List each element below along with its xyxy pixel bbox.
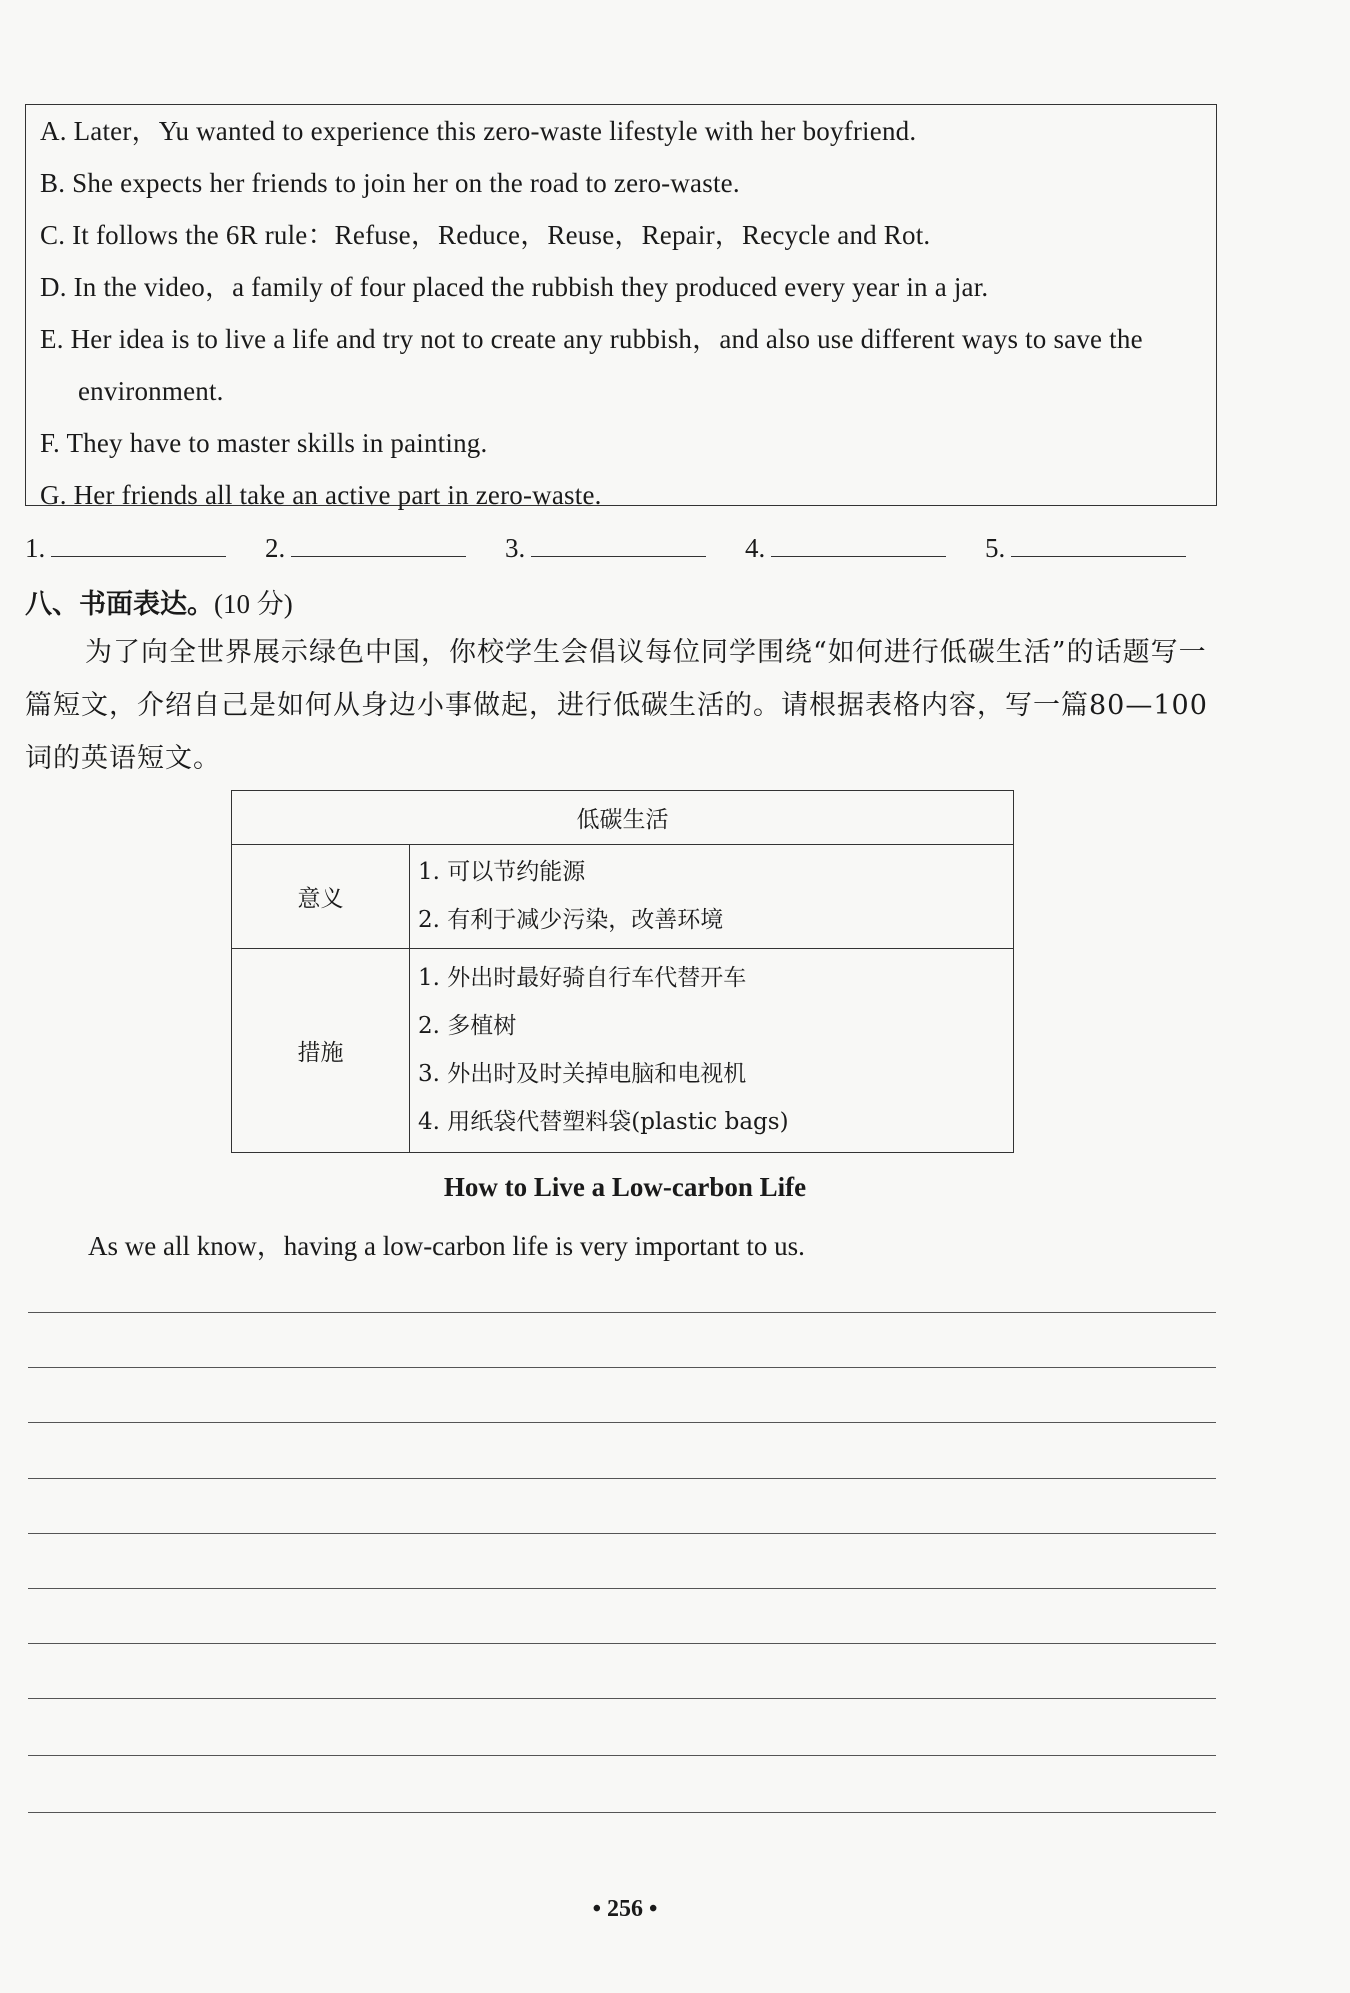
option-a: A. Later，Yu wanted to experience this zero-waste lifestyle with her boyfriend.: [40, 116, 917, 146]
writing-line[interactable]: [28, 1643, 1216, 1644]
answer-number: 2.: [265, 533, 286, 563]
table-row-label: 措施: [232, 948, 410, 1152]
list-item: 1. 可以节约能源: [418, 859, 586, 886]
table-header: 低碳生活: [232, 791, 1014, 845]
essay-opening: As we all know，having a low-carbon life is very important to us.: [88, 1231, 805, 1261]
answer-blank[interactable]: [51, 528, 226, 557]
answer-number: 1.: [25, 533, 46, 563]
list-item: 1. 外出时最好骑自行车代替开车: [418, 965, 747, 992]
table-row-label: 意义: [232, 845, 410, 949]
answer-number: 3.: [505, 533, 526, 563]
answer-blank[interactable]: [771, 528, 946, 557]
answer-slot-2[interactable]: [265, 528, 466, 564]
writing-line[interactable]: [28, 1755, 1216, 1756]
writing-line[interactable]: [28, 1588, 1216, 1589]
answer-slot-5[interactable]: [985, 528, 1186, 564]
option-b: B. She expects her friends to join her on the road to zero-waste.: [40, 168, 740, 198]
table-row-items: [410, 845, 1014, 949]
answer-slot-1[interactable]: [25, 528, 226, 564]
writing-line[interactable]: [28, 1367, 1216, 1368]
option-c: C. It follows the 6R rule：Refuse，Reduce，Reuse，Repair，Recycle and Rot.: [40, 220, 931, 250]
answer-blank[interactable]: [291, 528, 466, 557]
answer-blank[interactable]: [531, 528, 706, 557]
list-item: 2. 有利于减少污染，改善环境: [418, 907, 724, 934]
option-e: E. Her idea is to live a life and try not to create any rubbish，and also use different ways to save the environment.: [40, 324, 1143, 406]
option-f: F. They have to master skills in painting.: [40, 428, 488, 458]
options-box: [25, 104, 1217, 510]
list-item: 4. 用纸袋代替塑料袋(plastic bags): [418, 1109, 789, 1136]
writing-line[interactable]: [28, 1812, 1216, 1813]
writing-line[interactable]: [28, 1698, 1216, 1699]
answer-slot-3[interactable]: [505, 528, 706, 564]
answer-row: [25, 528, 1225, 568]
writing-line[interactable]: [28, 1422, 1216, 1423]
writing-line[interactable]: [28, 1478, 1216, 1479]
page-number: • 256 •: [592, 1896, 658, 1922]
answer-number: 4.: [745, 533, 766, 563]
option-d: D. In the video，a family of four placed the rubbish they produced every year in a jar.: [40, 272, 989, 302]
option-g: G. Her friends all take an active part in zero-waste.: [40, 480, 602, 510]
section-heading: [25, 582, 293, 621]
instruction-paragraph: 为了向全世界展示绿色中国，你校学生会倡议每位同学围绕“如何进行低碳生活”的话题写一篇短文，介绍自己是如何从身边小事做起，进行低碳生活的。请根据表格内容，写一篇80—100 词的英语短文。: [25, 637, 1208, 774]
writing-line[interactable]: [28, 1533, 1216, 1534]
section-points: (10 分): [214, 589, 293, 619]
list-item: 3. 外出时及时关掉电脑和电视机: [418, 1061, 747, 1088]
low-carbon-table: [231, 790, 1014, 1153]
section-title: 八、书面表达。: [25, 589, 214, 620]
list-item: 2. 多植树: [418, 1013, 517, 1040]
answer-number: 5.: [985, 533, 1006, 563]
writing-line[interactable]: [28, 1312, 1216, 1313]
essay-title: How to Live a Low-carbon Life: [443, 1172, 807, 1202]
answer-blank[interactable]: [1011, 528, 1186, 557]
table-row-items: [410, 948, 1014, 1152]
answer-slot-4[interactable]: [745, 528, 946, 564]
